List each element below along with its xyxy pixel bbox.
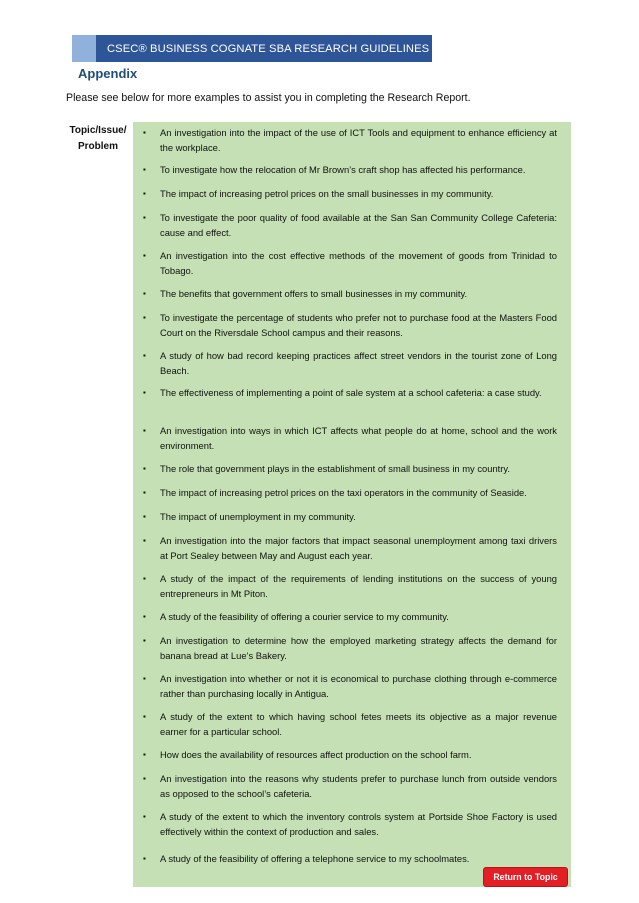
list-item	[133, 462, 571, 477]
header-banner	[72, 35, 432, 62]
bullet-icon: ▪	[143, 313, 146, 322]
bullet-icon: ▪	[143, 636, 146, 645]
list-item-text: An investigation into the impact of the use of ICT Tools and equipment to enhance efficiency at the workplace.	[160, 127, 557, 153]
list-item-text: The impact of increasing petrol prices on the small businesses in my community.	[160, 188, 494, 199]
bullet-icon: ▪	[143, 128, 146, 137]
list-item	[133, 424, 571, 453]
list-item-text: A study of how bad record keeping practices affect street vendors in the tourist zone of Long Beach.	[160, 350, 557, 376]
list-item-text: To investigate the poor quality of food available at the San San Community College Cafeteria: cause and effect.	[160, 212, 557, 238]
list-item	[133, 211, 571, 240]
list-item-text: An investigation into ways in which ICT affects what people do at home, school and the work environment.	[160, 425, 557, 451]
bullet-icon: ▪	[143, 612, 146, 621]
list-item	[133, 311, 571, 340]
list-item-text: An investigation into whether or not it is economical to purchase clothing through e-commerce rather than purchasing locally in Antigua.	[160, 673, 557, 699]
list-item	[133, 610, 571, 625]
list-item-text: How does the availability of resources affect production on the school farm.	[160, 749, 472, 760]
list-item-text: The impact of unemployment in my community.	[160, 511, 356, 522]
list-item	[133, 126, 571, 155]
bullet-icon: ▪	[143, 251, 146, 260]
list-item-text: An investigation into the cost effective methods of the movement of goods from Trinidad to Tobago.	[160, 250, 557, 276]
bullet-icon: ▪	[143, 189, 146, 198]
list-item	[133, 672, 571, 701]
bullet-icon: ▪	[143, 464, 146, 473]
list-item	[133, 852, 571, 867]
bullet-icon: ▪	[143, 574, 146, 583]
list-item	[133, 187, 571, 202]
bullet-icon: ▪	[143, 388, 146, 397]
appendix-intro: Please see below for more examples to assist you in completing the Research Report.	[66, 92, 471, 104]
bullet-icon: ▪	[143, 536, 146, 545]
bullet-icon: ▪	[143, 213, 146, 222]
list-item-text: A study of the extent to which having school fetes meets its objective as a major revenue earner for a particular school.	[160, 711, 557, 737]
list-item-text: A study of the impact of the requirements of lending institutions on the success of young entrepreneurs in Mt Piton.	[160, 573, 557, 599]
list-item-text: To investigate how the relocation of Mr Brown’s craft shop has affected his performance.	[160, 164, 526, 175]
list-item	[133, 772, 571, 801]
topic-label-line1: Topic/Issue/	[69, 125, 127, 136]
list-item	[133, 163, 571, 178]
list-item	[133, 572, 571, 601]
list-item-text: A study of the extent to which the inventory controls system at Portside Shoe Factory is used effectively within the context of production and sales.	[160, 811, 557, 837]
list-item-text: A study of the feasibility of offering a courier service to my community.	[160, 611, 449, 622]
list-item	[133, 486, 571, 501]
bullet-icon: ▪	[143, 854, 146, 863]
bullet-icon: ▪	[143, 750, 146, 759]
bullet-icon: ▪	[143, 774, 146, 783]
list-item-text: An investigation into the major factors that impact seasonal unemployment among taxi drivers at Port Sealey between May and August each year.	[160, 535, 557, 561]
topics-list	[133, 122, 571, 887]
list-item-text: A study of the feasibility of offering a telephone service to my schoolmates.	[160, 853, 470, 864]
bullet-icon: ▪	[143, 289, 146, 298]
list-item	[133, 287, 571, 302]
list-item-text: The role that government plays in the establishment of small business in my country.	[160, 463, 510, 474]
bullet-icon: ▪	[143, 812, 146, 821]
bullet-icon: ▪	[143, 165, 146, 174]
appendix-heading: Appendix	[78, 66, 138, 81]
list-item	[133, 748, 571, 763]
list-item-text: The benefits that government offers to small businesses in my community.	[160, 288, 468, 299]
list-item	[133, 534, 571, 563]
topic-label-line2: Problem	[77, 141, 118, 152]
bullet-icon: ▪	[143, 674, 146, 683]
list-item-text: The impact of increasing petrol prices on the taxi operators in the community of Seaside.	[160, 487, 527, 498]
list-item	[133, 386, 571, 401]
bullet-icon: ▪	[143, 426, 146, 435]
return-to-topic-button[interactable]: Return to Topic	[483, 867, 568, 887]
bullet-icon: ▪	[143, 512, 146, 521]
list-item	[133, 510, 571, 525]
list-item	[133, 710, 571, 739]
list-item	[133, 249, 571, 278]
bullet-icon: ▪	[143, 488, 146, 497]
list-item-text: An investigation to determine how the employed marketing strategy affects the demand for banana bread at Lue’s Bakery.	[160, 635, 557, 661]
list-item-text: To investigate the percentage of students who prefer not to purchase food at the Masters Food Court on the Riversdale School campus and their reasons.	[160, 312, 557, 338]
bullet-icon: ▪	[143, 712, 146, 721]
list-item	[133, 810, 571, 839]
topic-issue-problem-label	[64, 123, 132, 155]
list-item-text: An investigation into the reasons why students prefer to purchase lunch from outside vendors as opposed to the school’s cafeteria.	[160, 773, 557, 799]
list-item	[133, 349, 571, 378]
list-item-text: The effectiveness of implementing a point of sale system at a school cafeteria: a case study.	[160, 387, 542, 398]
list-item	[133, 634, 571, 663]
header-title: CSEC® BUSINESS COGNATE SBA RESEARCH GUIDELINES	[107, 42, 430, 55]
bullet-icon: ▪	[143, 351, 146, 360]
